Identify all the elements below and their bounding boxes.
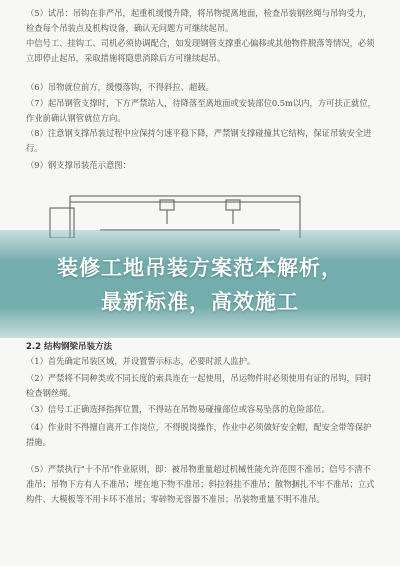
paragraph-method-2: （2）严禁将不同种类或不同长度的索具连在一起使用，吊运物件时必须使用有证的吊钩，同时检查钢丝绳。 bbox=[26, 373, 372, 398]
paragraph-step-5: （5）试吊：吊钩在非严吊，起重机缓慢升降，将吊物提离地面，检查吊装钢丝绳与吊钩受力，检查每个吊装点及机构设备，确认无问题方可继续起吊。 bbox=[26, 8, 372, 33]
paragraph-step-8: （8）注意钢支撑吊装过程中应保持匀速平稳下降，严禁钢支撑碰撞其它结构，保证吊装安全进行。 bbox=[26, 128, 372, 153]
paragraph-step-7: （7）起吊钢管支撑时，下方严禁站人，待降落至离地面或安装部位0.5m以内，方可扶正就位，作业前确认钢管就位方向。 bbox=[26, 98, 376, 123]
paragraph-step-9: （9）钢支撑吊装范示意图： bbox=[26, 160, 131, 170]
paragraph-method-4: （4）作业时不得擅自离开工作岗位，不得脱岗操作，作业中必须做好安全帽，配安全带等保护措施。 bbox=[26, 422, 372, 447]
paragraph-step-6: （6）吊物就位前方，缓慢落钩，不得斜拉、超载。 bbox=[26, 82, 214, 92]
lifting-diagram bbox=[40, 178, 310, 238]
paragraph-step-5-cont: 中信号工、挂钩工、司机必须协调配合，如发现钢管支撑重心偏移或其他物件脱落等情况，必须立即停止起吊，采取措施将隐患消除后方可继续起吊。 bbox=[26, 38, 375, 63]
banner-title-line-2: 最新标准，高效施工 bbox=[101, 290, 299, 314]
paragraph-method-3: （3）信号工正确选择指挥位置，不得站在吊物易碰撞部位或容易坠落的危险部位。 bbox=[26, 404, 330, 414]
section-title: 2.2 结构钢梁吊装方法 bbox=[26, 342, 113, 352]
paragraph-method-5: （5）严禁执行"十不吊"作业原则，即：被吊物重量超过机械性能允许范围不准吊；信号不清不准吊；吊物下方有人不准吊；埋在地下物不准吊；斜拉斜挂不准吊；散物捆扎不牢不准吊；立式构件、大模板等不用卡环不准吊；零碎物无容器不准吊；吊装物重量不明不准吊。 bbox=[26, 464, 375, 504]
banner-title-line-1: 装修工地吊装方案范本解析， bbox=[57, 256, 343, 280]
paragraph-method-1: （1）首先确定吊装区域，并设置警示标志，必要时派人监护。 bbox=[26, 356, 256, 366]
title-banner bbox=[0, 230, 400, 338]
